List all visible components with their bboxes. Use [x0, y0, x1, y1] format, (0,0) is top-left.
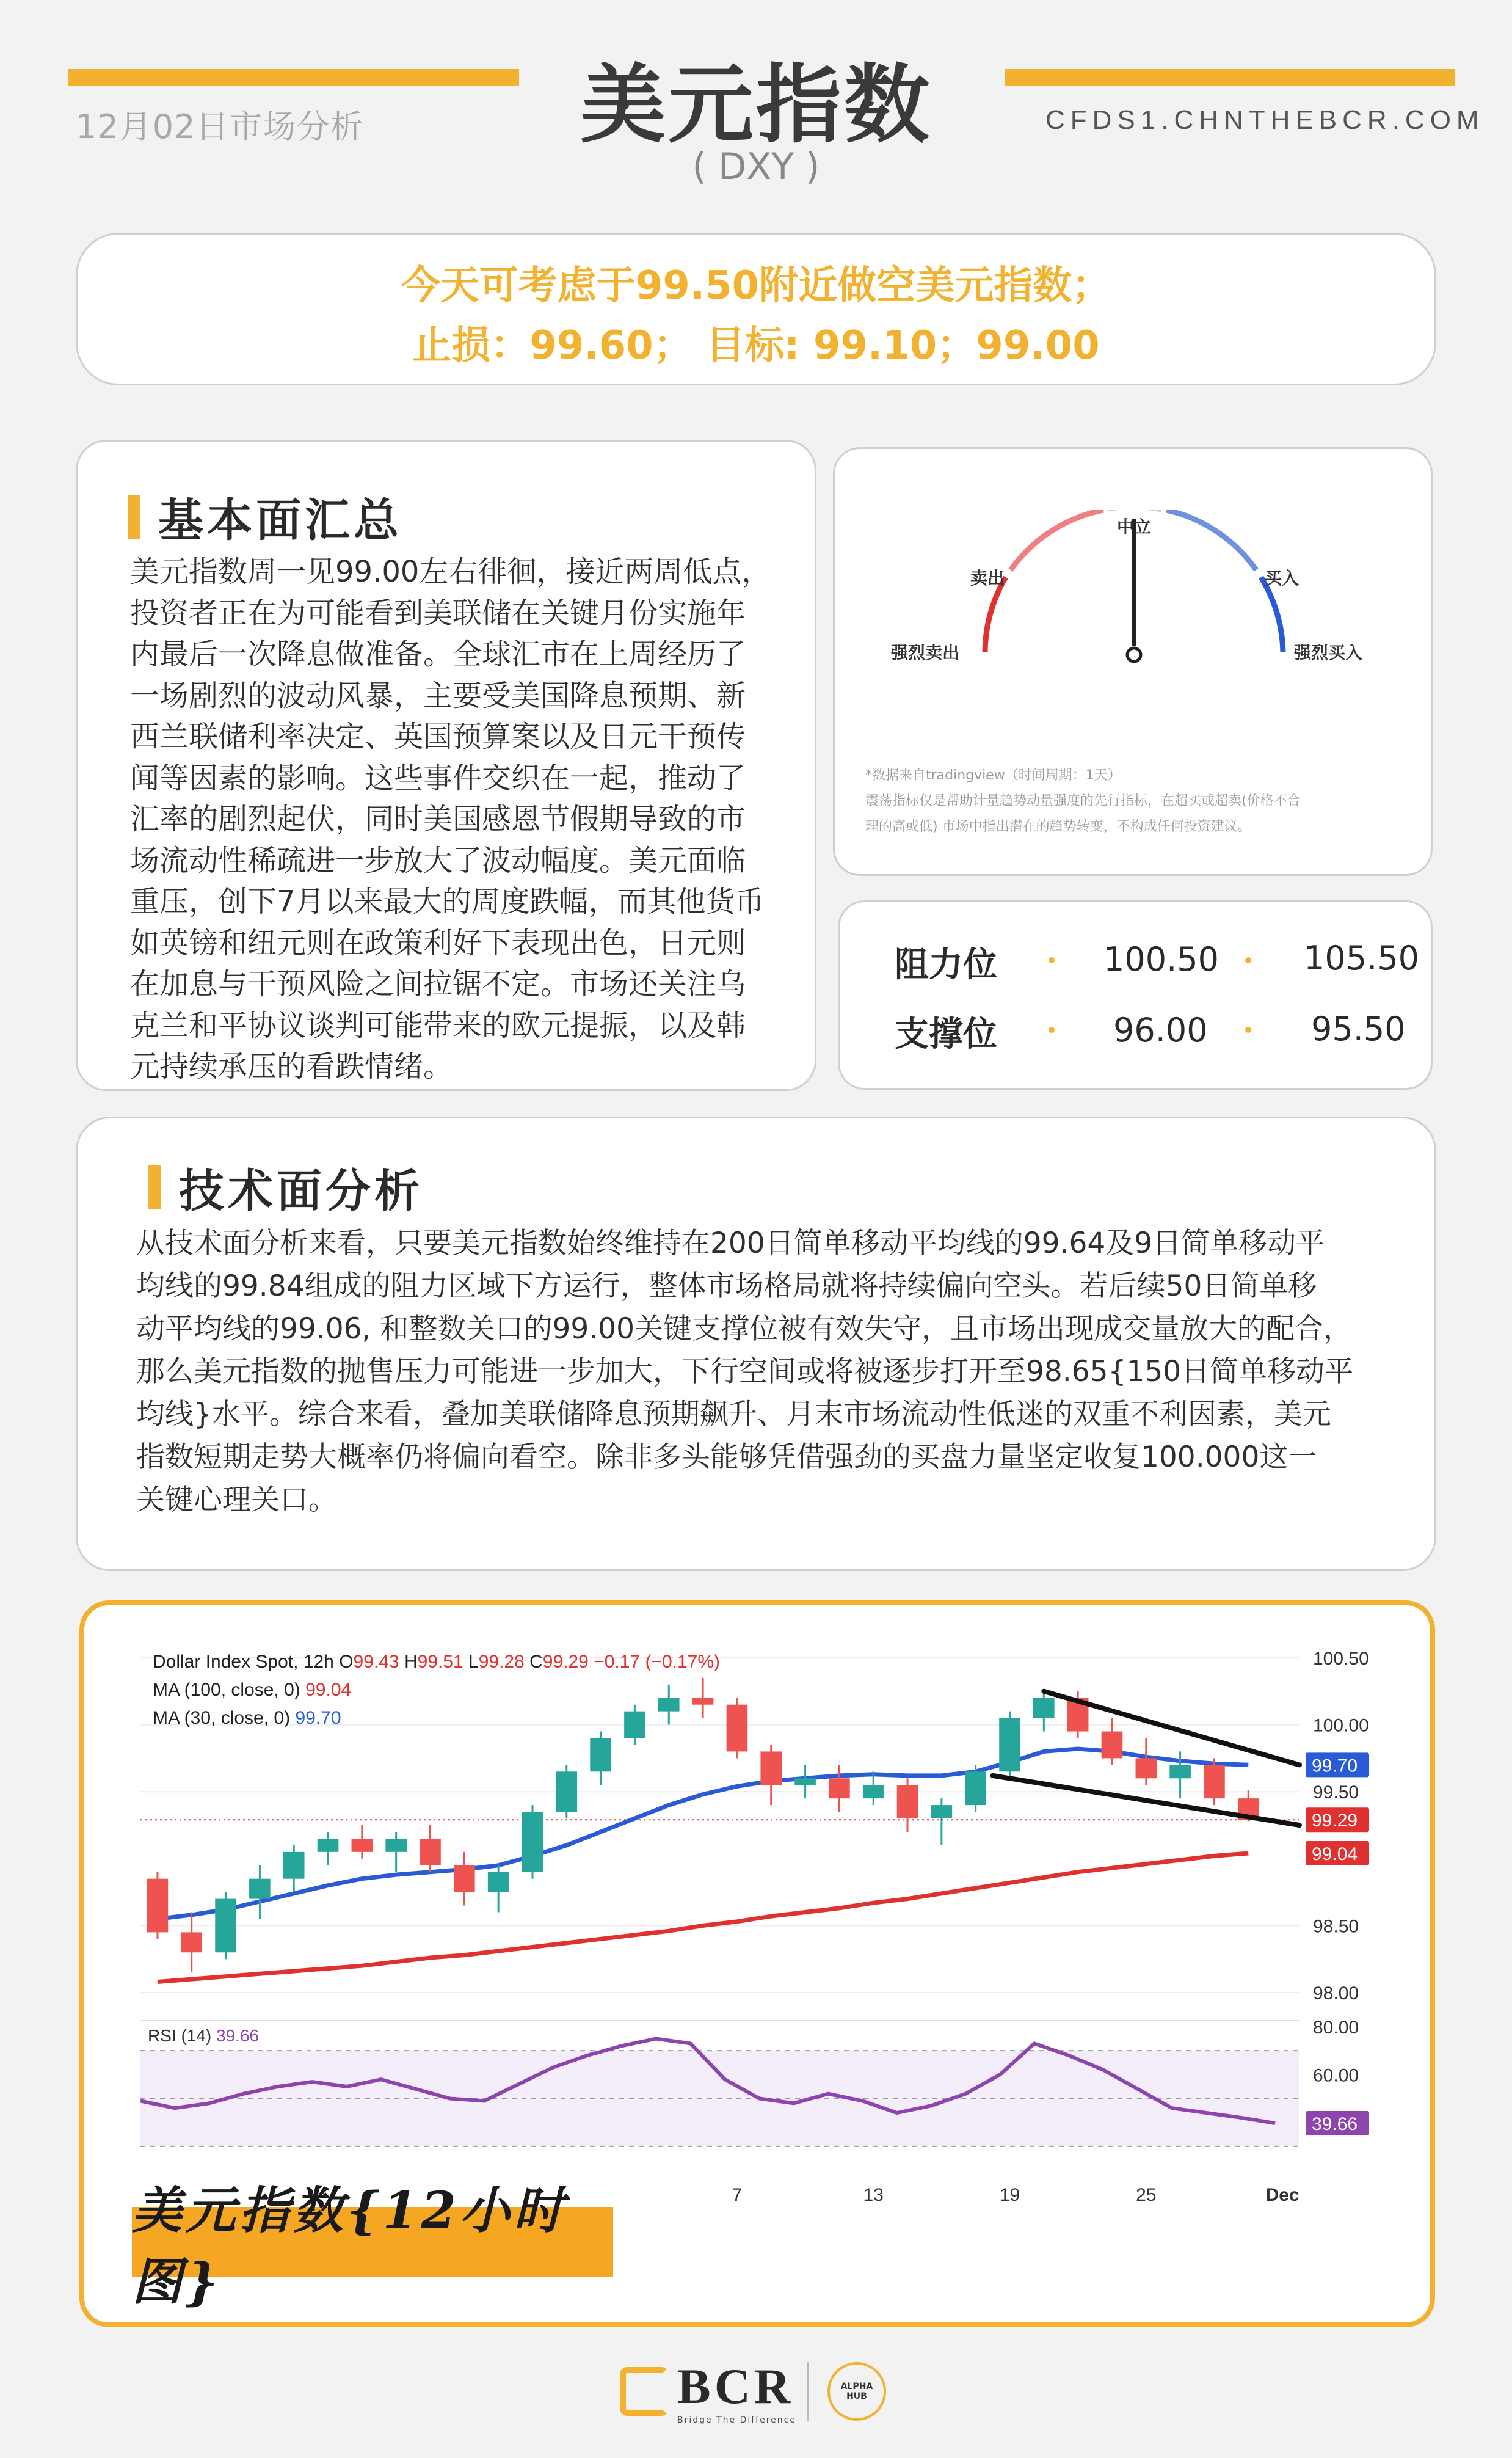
price-tag-label: 99.29: [1312, 1811, 1358, 1831]
candle: [420, 1825, 441, 1872]
x-tick-label: 19: [999, 2185, 1020, 2205]
text-line: 投资者正在为可能看到美联储在关键月份实施年: [130, 596, 746, 630]
fundamentals-heading-text: 基本面汇总: [158, 494, 402, 547]
candle: [318, 1832, 339, 1865]
strategy-entry: 今天可考虑于99.50附近做空美元指数；: [401, 263, 1111, 308]
candle: [1204, 1758, 1225, 1805]
candle-body: [863, 1785, 884, 1798]
candle: [829, 1765, 850, 1812]
legend-part: H: [399, 1652, 418, 1672]
chart-caption: 美元指数{12小时图}: [132, 2181, 567, 2311]
resistance-2: 105.50: [1304, 939, 1419, 977]
gauge-arc-sell: [1011, 510, 1103, 570]
fundamentals-text: [130, 552, 790, 1088]
candle-body: [1033, 1698, 1055, 1718]
ma30-path: [158, 1749, 1248, 1919]
candle-body: [385, 1839, 407, 1852]
legend-part: Dollar Index Spot, 12h: [153, 1652, 340, 1672]
time-axis: [732, 2185, 1299, 2205]
y-tick-label: 100.50: [1313, 1648, 1369, 1669]
price-tags: [1306, 1752, 1369, 1865]
candle-body: [352, 1839, 373, 1852]
y-tick-label: 98.00: [1313, 1983, 1359, 2004]
candle-body: [794, 1778, 816, 1785]
candle: [590, 1732, 611, 1785]
ma100-path: [158, 1853, 1248, 1982]
gauge-label-sell: 卖出: [970, 568, 1005, 588]
candle: [283, 1845, 305, 1892]
candle-body: [522, 1812, 543, 1872]
price-tag-label: 99.04: [1312, 1844, 1358, 1865]
fundamentals-heading: [128, 484, 402, 549]
support-label: 支撑位: [895, 1015, 997, 1054]
candle-body: [692, 1698, 714, 1705]
sentiment-gauge: [835, 510, 1434, 706]
strategy-card: [76, 233, 1436, 385]
technical-heading-text: 技术面分析: [179, 1165, 423, 1217]
candle: [556, 1765, 577, 1818]
candle: [760, 1745, 782, 1805]
candle-body: [658, 1698, 680, 1712]
candle-body: [624, 1712, 645, 1738]
candle: [488, 1865, 509, 1913]
ma100-legend: [153, 1680, 351, 1700]
rsi-label-value: 39.66: [216, 2026, 260, 2045]
candle: [1135, 1738, 1157, 1785]
text-line: 指数短期走势大概率仍将偏向看空。除非多头能够凭借强劲的买盘力量坚定收复100.000这一: [136, 1440, 1317, 1474]
technical-heading: [148, 1155, 423, 1220]
technical-text: [136, 1222, 1394, 1522]
candle-body: [1204, 1765, 1225, 1798]
y-tick-label: 100.00: [1313, 1715, 1369, 1736]
gauge-note: [865, 763, 1415, 840]
heading-accent: [148, 1165, 161, 1209]
candle: [1033, 1691, 1055, 1732]
chart-card: [79, 1600, 1435, 2327]
text-line: 元持续承压的看跌情绪。: [130, 1049, 453, 1084]
bullet-dot: [1245, 957, 1251, 963]
candle-body: [249, 1879, 271, 1899]
rsi-value-tag-label: 39.66: [1312, 2113, 1358, 2134]
technical-card: [76, 1117, 1436, 1571]
candle-body: [1135, 1758, 1157, 1778]
strategy-targets: 止损：99.60； 目标: 99.10；99.00: [412, 323, 1100, 368]
ma100-legend-label: MA (100, close, 0): [153, 1680, 306, 1700]
support-2: 95.50: [1311, 1010, 1406, 1048]
text-line: 那么美元指数的抛售压力可能进一步加大，下行空间或将被逐步打开至98.65{150日简单移动平: [136, 1355, 1354, 1388]
gauge-pivot: [1127, 648, 1141, 662]
candle: [931, 1798, 953, 1845]
candle: [181, 1913, 202, 1973]
candle: [454, 1852, 475, 1906]
legend-part: C: [524, 1652, 543, 1672]
footer-logo: [620, 2358, 886, 2425]
candle: [522, 1805, 543, 1879]
candle-body: [999, 1718, 1020, 1772]
candle: [215, 1892, 236, 1960]
x-tick-label: Dec: [1265, 2185, 1299, 2205]
bullet-dot: [1049, 957, 1055, 963]
candle: [727, 1698, 748, 1759]
heading-accent: [128, 495, 140, 539]
page-subtitle: ( DXY ): [692, 145, 820, 188]
report-date: 12月02日市场分析: [76, 108, 364, 146]
text-line: 均线}水平。综合来看，叠加美联储降息预期飙升、月末市场流动性低迷的双重不利因素，美元: [136, 1398, 1331, 1431]
legend-part: O: [339, 1652, 354, 1672]
text-line: 从技术面分析来看，只要美元指数始终维持在200日简单移动平均线的99.64及9日简单移动平: [136, 1227, 1325, 1260]
fundamentals-card: [76, 440, 816, 1091]
candle-body: [897, 1785, 918, 1818]
text-line: 动平均线的99.06, 和整数关口的99.00关键支撑位被有效失守，且市场出现成交量放大的配合，: [136, 1312, 1352, 1346]
text-line: 闻等因素的影响。这些事件交织在一起，推动了: [130, 760, 746, 795]
hub-text: HUB: [846, 2391, 867, 2401]
candle-body: [1102, 1732, 1123, 1759]
candle-body: [931, 1805, 953, 1818]
ma30-legend-label: MA (30, close, 0): [153, 1708, 296, 1728]
alpha-text: ALPHA: [840, 2382, 873, 2391]
rsi-tick-label: 60.00: [1313, 2065, 1359, 2086]
text-line: 内最后一次降息做准备。全球汇市在上周经历了: [130, 637, 746, 671]
candle-body: [283, 1852, 305, 1879]
gauge-label-strong-buy: 强烈买入: [1294, 643, 1363, 663]
text-line: 美元指数周一见99.00左右徘徊，接近两周低点，: [130, 555, 771, 589]
candle: [352, 1825, 373, 1859]
price-tag-label: 99.70: [1312, 1756, 1358, 1776]
rsi-panel: [140, 2018, 1369, 2146]
legend-part: −0.17 (−0.17%): [588, 1652, 721, 1672]
text-line: 关键心理关口。: [136, 1483, 337, 1517]
legend-part: 99.29: [542, 1652, 589, 1672]
dxy-12h-chart: [84, 1605, 1430, 2216]
candle-body: [727, 1705, 748, 1752]
text-line: 重压，创下7月以来最大的周度跌幅，而其他货币: [130, 884, 765, 919]
candle-body: [760, 1751, 782, 1785]
candle-body: [454, 1865, 475, 1892]
ma30-legend: [153, 1708, 341, 1728]
brand-tagline: Bridge The Difference: [677, 2415, 796, 2425]
candle-body: [488, 1872, 509, 1892]
candle-body: [829, 1778, 850, 1798]
bcr-logo-icon: [620, 2367, 669, 2416]
gauge-card: [833, 447, 1433, 876]
chart-title: [153, 1652, 720, 1672]
x-tick-label: 7: [732, 2185, 743, 2205]
text-line: 克兰和平协议谈判可能带来的欧元提振，以及韩: [130, 1008, 746, 1043]
candle: [658, 1685, 680, 1725]
legend-part: 99.51: [417, 1652, 463, 1672]
gauge-label-buy: 买入: [1265, 568, 1299, 588]
site-url: CFDS1.CHNTHEBCR.COM: [1045, 105, 1485, 135]
y-tick-label: 98.50: [1313, 1916, 1359, 1937]
candle-body: [556, 1771, 577, 1812]
candle-body: [147, 1879, 169, 1933]
candle: [897, 1778, 918, 1832]
rsi-label: RSI (14) 39.66: [148, 2026, 260, 2045]
note-line: 震荡指标仅是帮助计量趋势动量强度的先行指标，在超买或超卖(价格不合: [865, 793, 1301, 809]
support-1: 96.00: [1113, 1011, 1208, 1049]
text-line: 如英镑和纽元则在政策利好下表现出色，日元则: [130, 925, 746, 960]
candle-body: [965, 1771, 986, 1805]
text-line: 一场剧烈的波动风暴，主要受美国降息预期、新: [130, 678, 746, 713]
x-tick-label: 25: [1136, 2185, 1157, 2205]
rsi-tick-label: 80.00: [1313, 2018, 1359, 2038]
candle-body: [181, 1932, 202, 1952]
candle: [624, 1705, 645, 1745]
candle: [999, 1712, 1020, 1779]
candle: [692, 1678, 714, 1718]
legend-part: L: [463, 1652, 479, 1672]
ma30-line: [158, 1749, 1248, 1919]
candle: [147, 1872, 169, 1939]
text-line: 在加息与干预风险之间拉锯不定。市场还关注乌: [130, 967, 746, 1001]
legend-part: 99.28: [478, 1652, 525, 1672]
divider: [807, 2362, 809, 2421]
ma100-line: [158, 1853, 1248, 1982]
candle-body: [318, 1839, 339, 1852]
text-line: 汇率的剧烈起伏，同时美国感恩节假期导致的市: [130, 802, 746, 836]
brand-block: [677, 2358, 796, 2425]
page-title: 美元指数: [580, 56, 932, 155]
gauge-arc-buy: [1166, 510, 1256, 570]
bullet-dot: [1245, 1027, 1251, 1033]
x-tick-label: 13: [863, 2185, 884, 2205]
note-line: *数据来自tradingview（时间周期：1天）: [865, 768, 1121, 783]
alpha-hub-logo-icon: [827, 2362, 886, 2421]
ma30-legend-value: 99.70: [295, 1708, 341, 1728]
candle: [794, 1765, 816, 1798]
candle-body: [1169, 1765, 1191, 1778]
candle-body: [590, 1738, 611, 1772]
candle: [965, 1765, 986, 1812]
text-line: 西兰联储利率决定、英国预算案以及日元干预传: [130, 720, 746, 754]
candle: [249, 1865, 271, 1919]
note-line: 理的高或低) 市场中指出潜在的趋势转变，不构成任何投资建议。: [865, 819, 1251, 834]
ma100-legend-value: 99.04: [305, 1680, 352, 1700]
chart-caption-box: [132, 2181, 613, 2311]
levels-card: [838, 900, 1433, 1090]
gauge-label-strong-sell: 强烈卖出: [891, 643, 960, 663]
text-line: 均线的99.84组成的阻力区域下方运行，整体市场格局就将持续偏向空头。若后续50日简单移: [136, 1269, 1317, 1303]
gauge-label-neutral: 中立: [1117, 517, 1152, 537]
legend-part: 99.43: [353, 1652, 399, 1672]
candle: [385, 1832, 407, 1872]
resistance-1: 100.50: [1103, 940, 1219, 979]
candle-body: [420, 1839, 441, 1865]
brand-name: BCR: [677, 2358, 794, 2414]
bullet-dot: [1049, 1027, 1055, 1033]
resistance-label: 阻力位: [895, 945, 997, 985]
candle-body: [215, 1899, 236, 1953]
text-line: 场流动性稀疏进一步放大了波动幅度。美元面临: [130, 843, 746, 878]
y-tick-label: 99.50: [1313, 1782, 1359, 1803]
